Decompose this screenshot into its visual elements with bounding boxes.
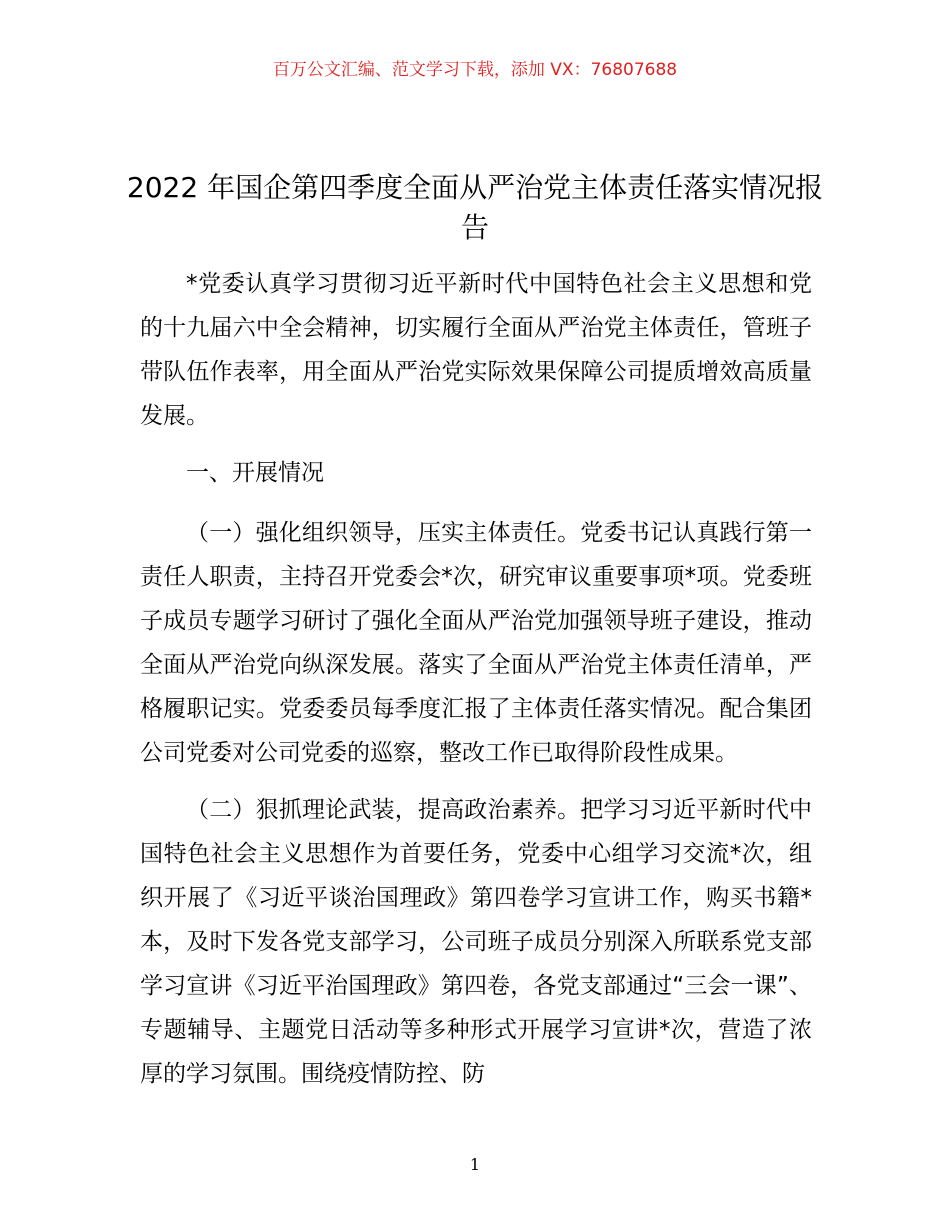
- section-heading-1: 一、开展情况: [186, 460, 324, 486]
- header-banner: 百万公文汇编、范文学习下载，添加 VX：76807688: [272, 60, 678, 80]
- body-paragraph-2: （二）狠抓理论武装，提高政治素养。把学习习近平新时代中国特色社会主义思想作为首要任务，党委中心组学习交流*次，组织开展了《习近平谈治国理政》第四卷学习宣讲工作，购买书籍*本，及时下发各党支部学习，公司班子成员分别深入所联系党支部学习宣讲《习近平治国理政》第四卷，各党支部通过“三会一课”、专题辅导、主题党日活动等多种形式开展学习宣讲*次，营造了浓厚的学习氛围。围绕疫情防控、防: [140, 797, 812, 1087]
- page-number: 1: [469, 1155, 481, 1174]
- body-paragraph-intro: *党委认真学习贯彻习近平新时代中国特色社会主义思想和党的十九届六中全会精神，切实履行全面从严治党主体责任，管班子带队伍作表率，用全面从严治党实际效果保障公司提质增效高质量发展。: [140, 271, 812, 429]
- document-title: 2022 年国企第四季度全面从严治党主体责任落实情况报告: [126, 171, 824, 244]
- document-body: [140, 262, 812, 1109]
- body-paragraph-1: （一）强化组织领导，压实主体责任。党委书记认真践行第一责任人职责，主持召开党委会*次，研究审议重要事项*项。党委班子成员专题学习研讨了强化全面从严治党加强领导班子建设，推动全面从严治党向纵深发展。落实了全面从严治党主体责任清单，严格履职记实。党委委员每季度汇报了主体责任落实情况。配合集团公司党委对公司党委的巡察，整改工作已取得阶段性成果。: [140, 520, 812, 766]
